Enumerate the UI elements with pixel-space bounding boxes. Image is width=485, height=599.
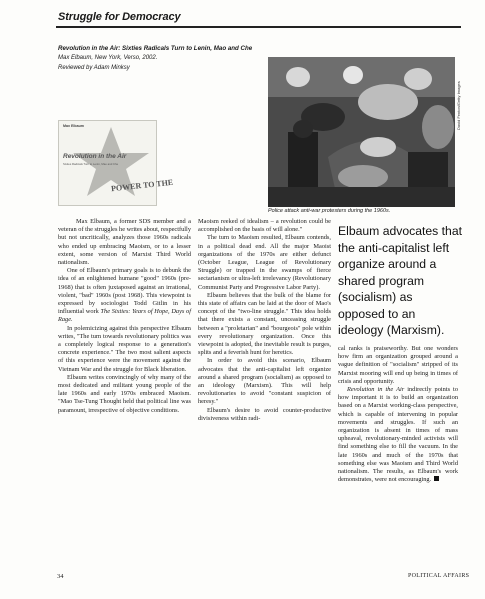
cover-author: Max Elbaum (63, 124, 84, 128)
paragraph: Elbaum's desire to avoid counter-productive divisiveness within radi- (198, 406, 331, 422)
paragraph: Elbaum believes that the bulk of the blame for this state of affairs can be laid at the door of Mao's concept of the "two-line struggle." This idea holds that there exists a constant, unceasing struggle between a "proletarian" and "bourgeois" pole within every revolutionary organization. Once this viewpoint is adopted, the inevitable result is purges, splits and a feverish hunt for heretics. (198, 291, 331, 357)
protest-photo-graphic (268, 57, 455, 207)
paragraph: Elbaum writes convincingly of why many of the most dedicated and militant young people of the late 1960s and early 1970s embraced Maoism. "Mao Tse-Tung Thought held that political line was paramount, irrespective of objective conditions. (58, 373, 191, 414)
cover-title: Revolution in the Air (63, 153, 127, 160)
book-publication-info: Max Elbaum, New York, Verso, 2002. (58, 55, 158, 61)
paragraph: Maoism reeked of idealism – a revolution could be accomplished on the basis of will alone." (198, 218, 331, 234)
column-2 (198, 218, 331, 423)
paragraph: In polemicizing against this perspective Elbaum writes, "The turn towards revolutionary politics was a completely logical response to a generation's concrete experience." The two most salient aspects of this experience were the movement against the Vietnam War and the struggle for Black liberation. (58, 324, 191, 373)
book-cover-image (58, 120, 174, 206)
paragraph: One of Elbaum's primary goals is to debunk the idea of an enlightened humane "good" 1960s (pre-1968) that is often juxtaposed against an irrational, violent, "bad" 1960s (post 1968). This viewpoint is expressed by sociologist Todd Gitlin in his influential work The Sixties: Years of Hope, Days of Rage. (58, 267, 191, 324)
pull-quote: Elbaum advocates that the anti-capitalist left organize around a shared program (socialism) as opposed to an ideology (Marxism). (338, 224, 462, 337)
paragraph: cal ranks is praiseworthy. But one wonders how firm an organization grouped around a vague definition of "socialism" stripped of its Marxist mooring will end up being in times of crisis and opportunity. (338, 345, 458, 385)
paragraph: Max Elbaum, a former SDS member and a veteran of the struggles he writes about, respectfully but not uncritically, analyzes those 1960s radicals who ended up embracing Maoism, or to a lesser extent, some version of Marxist Third World nationalism. (58, 218, 191, 267)
protest-photo (268, 57, 455, 207)
book-title: Revolution in the Air: Sixties Radicals Turn to Lenin, Mao and Che (58, 45, 253, 52)
cover-slogan: POWER TO THE (110, 177, 174, 194)
column-1 (58, 218, 191, 415)
column-3 (338, 345, 458, 484)
section-heading: Struggle for Democracy (58, 11, 181, 23)
paragraph: The turn to Maoism resulted, Elbaum contends, in a political dead end. All the major Maoist organizations of the 1970s are either defunct (October League, League of Revolutionary Struggle) or trapped in the swamps of fierce sectarianism or ultra-left irrelevancy (Revolutionary Communist Party and Progressive Labor Party). (198, 234, 331, 291)
header-rule (56, 26, 461, 28)
photo-credit: David Fenton/Getty Images (456, 81, 461, 130)
end-mark-icon (434, 476, 439, 481)
photo-caption: Police attack anti-war protesters during the 1960s. (268, 208, 391, 214)
paragraph: Revolution in the Air indirectly points to how important it is to build an organization based on a Marxist working-class perspective, which is capable of intervening in popular movements and struggles. If such an organization is absent in times of mass upheaval, revolutionary-minded activists will find something else to fill the vacuum. In the late 1960s and much of the 1970s that something else was Maoism and Third World nationalism. The results, as Elbaum's work demonstrates, were not encouraging. (338, 386, 458, 484)
page-number: 34 (57, 573, 64, 580)
paragraph: In order to avoid this scenario, Elbaum advocates that the anti-capitalist left organize around a shared program (socialism) as opposed to an ideology (Marxism). This will help revolutionaries to avoid "constant suspicion of heresy." (198, 357, 331, 406)
cover-subtitle: Sixties Radicals Turn to Lenin, Mao and Che (63, 162, 119, 166)
publication-name: POLITICAL AFFAIRS (408, 573, 470, 579)
reviewer-byline: Reviewed by Adam Minksy (58, 65, 130, 71)
